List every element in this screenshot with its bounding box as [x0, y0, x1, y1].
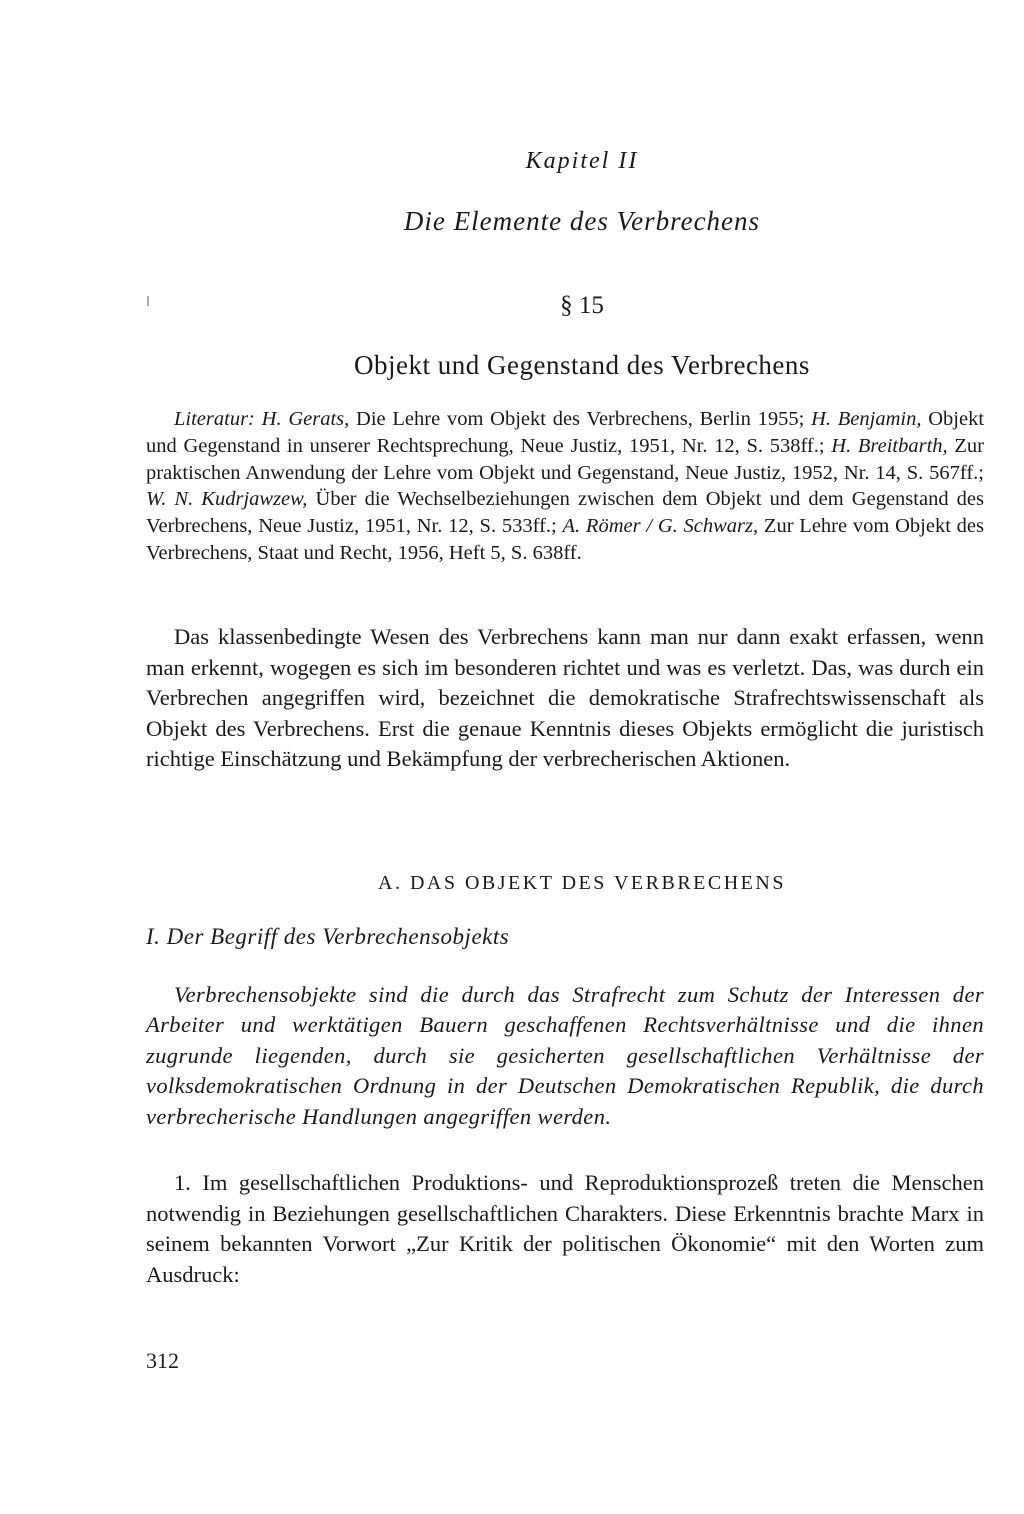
section-title: Objekt und Gegenstand des Verbrechens	[354, 350, 810, 380]
literature-work: Die Lehre vom Objekt des Verbrechens, Berlin 1955;	[349, 408, 812, 430]
definition-paragraph: Verbrechensobjekte sind die durch das Strafrecht zum Schutz der Interessen der Arbeiter und werktätigen Bauern geschaffenen Rechtsverhältnisse und die ihnen zugrunde liegenden, durch sie gesicherten gesellschaftlichen Verhältnisse der volksdemokratischen Ordnung in der Deutschen Demokratischen Republik, die durch verbrecherische Handlungen angegriffen werden.	[146, 982, 984, 1129]
heading-part-i: I. Der Begriff des Verbrechensobjekts	[146, 924, 510, 949]
heading-part-a: A. DAS OBJEKT DES VERBRECHENS	[378, 872, 786, 894]
literature-author: H. Benjamin,	[811, 408, 922, 430]
chapter-label: Kapitel II	[525, 148, 639, 174]
literature-work: Objekt und Gegenstand in unserer Rechtsprechung, Neue Justiz, 1951, Nr. 12, S. 538ff.;	[146, 408, 985, 457]
literature-author: H. Breitbarth,	[831, 434, 948, 457]
literature-author: W. N. Kudrjawzew,	[146, 488, 308, 511]
chapter-title: Die Elemente des Verbrechens	[403, 206, 761, 236]
literature-work: Zur praktischen Anwendung der Lehre vom Objekt und Gegenstand, Neue Justiz, 1952, Nr. 14, S. 567ff.;	[146, 434, 984, 484]
point-1-paragraph: 1. Im gesellschaftlichen Produktions- und Reproduktionsprozeß treten die Menschen notwendig in Beziehungen gesellschaftlichen Charakters. Diese Erkenntnis brachte Marx in seinem bekannten Vorwort „Zur Kritik der politischen Ökonomie“ mit den Worten zum Ausdruck:	[146, 1170, 984, 1287]
literature-prefix: Literatur:	[174, 408, 255, 430]
intro-paragraph: Das klassenbedingte Wesen des Verbrechens kann man nur dann exakt erfassen, wenn man erkennt, wogegen es sich im besonderen richtet und was es verletzt. Das, was durch ein Verbrechen angegriffen wird, bezeichnet die demokratische Strafrechtswissenschaft als Objekt des Verbrechens. Erst die genaue Kenntnis dieses Objekts ermöglicht die juristisch richtige Einschätzung und Bekämpfung der verbrecherischen Aktionen.	[146, 624, 984, 772]
section-number: § 15	[560, 292, 604, 319]
literature-work: Zur Lehre vom Objekt des Verbrechens, Staat und Recht, 1956, Heft 5, S. 638ff.	[146, 515, 985, 564]
literature-work: Über die Wechselbeziehungen zwischen dem Objekt und dem Gegenstand des Verbrechens, Neue Justiz, 1951, Nr. 12, S. 533ff.;	[146, 488, 984, 538]
literature-author: H. Gerats,	[261, 408, 350, 430]
literature-body	[146, 408, 984, 564]
literature-references	[146, 406, 984, 567]
literature-author: A. Römer / G. Schwarz,	[562, 515, 759, 538]
page-number: 312	[146, 1348, 179, 1373]
